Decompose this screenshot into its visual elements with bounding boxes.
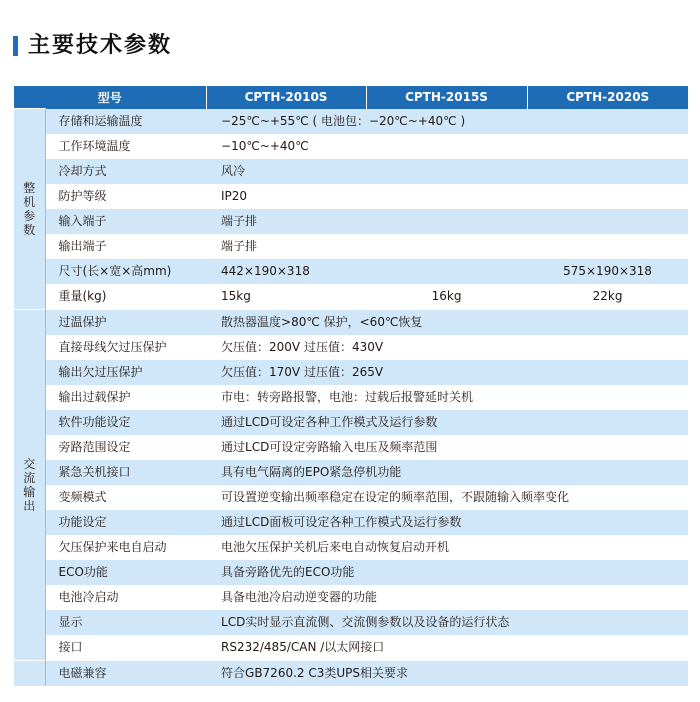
row-label: 显示 — [45, 610, 206, 635]
row-label: 接口 — [45, 635, 206, 661]
table-row — [14, 184, 688, 209]
table-row — [14, 485, 688, 510]
row-label: 输出过载保护 — [45, 385, 206, 410]
header-model-2020s: CPTH-2020S — [527, 86, 688, 109]
table-row — [14, 109, 688, 134]
row-value: 具备旁路优先的ECO功能 — [206, 560, 688, 585]
table-row — [14, 660, 688, 686]
row-label: 变频模式 — [45, 485, 206, 510]
row-value: 端子排 — [206, 209, 688, 234]
row-value: 通过LCD面板可设定各种工作模式及运行参数 — [206, 510, 688, 535]
row-value: RS232/485/CAN /以太网接口 — [206, 635, 688, 661]
row-value: −25℃~+55℃ ( 电池包：−20℃~+40℃ ) — [206, 109, 688, 134]
table-row — [14, 335, 688, 360]
row-label: 欠压保护来电自启动 — [45, 535, 206, 560]
table-row — [14, 435, 688, 460]
row-label: 过温保护 — [45, 309, 206, 335]
row-value: 通过LCD可设定旁路输入电压及频率范围 — [206, 435, 688, 460]
row-label: 旁路范围设定 — [45, 435, 206, 460]
table-row — [14, 610, 688, 635]
row-label: 存储和运输温度 — [45, 109, 206, 134]
table-row — [14, 585, 688, 610]
row-label: 紧急关机接口 — [45, 460, 206, 485]
row-label: 输入端子 — [45, 209, 206, 234]
row-label: 冷却方式 — [45, 159, 206, 184]
table-row — [14, 510, 688, 535]
row-label: 电磁兼容 — [45, 660, 206, 686]
row-value: 具备电池冷启动逆变器的功能 — [206, 585, 688, 610]
row-value: 端子排 — [206, 234, 688, 259]
table-row — [14, 209, 688, 234]
title-accent-bar — [13, 36, 18, 56]
row-value: 欠压值：170V 过压值：265V — [206, 360, 688, 385]
row-label: 工作环境温度 — [45, 134, 206, 159]
page-title: 主要技术参数 — [28, 33, 173, 58]
table-row — [14, 259, 688, 284]
table-row — [14, 385, 688, 410]
group-label-text: 整机参数 — [23, 180, 36, 237]
header-model-2015s: CPTH-2015S — [366, 86, 527, 109]
row-value: LCD实时显示直流侧、交流侧参数以及设备的运行状态 — [206, 610, 688, 635]
row-value: 市电：转旁路报警，电池：过载后报警延时关机 — [206, 385, 688, 410]
row-label: ECO功能 — [45, 560, 206, 585]
row-label: 重量(kg) — [45, 284, 206, 310]
row-label: 输出欠过压保护 — [45, 360, 206, 385]
row-value: IP20 — [206, 184, 688, 209]
row-value: 欠压值：200V 过压值：430V — [206, 335, 688, 360]
table-row — [14, 309, 688, 335]
group-label-empty — [14, 660, 45, 686]
table-row — [14, 234, 688, 259]
row-label: 输出端子 — [45, 234, 206, 259]
row-value: −10℃~+40℃ — [206, 134, 688, 159]
row-label: 电池冷启动 — [45, 585, 206, 610]
row-value: 电池欠压保护关机后来电自动恢复启动开机 — [206, 535, 688, 560]
row-value-2010-2015: 442×190×318 — [206, 259, 527, 284]
table-row — [14, 460, 688, 485]
group-label-ac-output — [14, 309, 45, 660]
table-row — [14, 410, 688, 435]
table-row — [14, 159, 688, 184]
row-value-2020: 575×190×318 — [527, 259, 688, 284]
header-model-label: 型号 — [14, 86, 206, 109]
row-value-2010: 15kg — [206, 284, 366, 310]
row-value: 可设置逆变输出频率稳定在设定的频率范围，不跟随输入频率变化 — [206, 485, 688, 510]
table-row — [14, 635, 688, 661]
table-row — [14, 134, 688, 159]
row-value: 符合GB7260.2 C3类UPS相关要求 — [206, 660, 688, 686]
row-label: 直接母线欠过压保护 — [45, 335, 206, 360]
table-header-row — [14, 86, 688, 109]
row-value: 具有电气隔离的EPO紧急停机功能 — [206, 460, 688, 485]
group-label-unit — [14, 109, 45, 310]
table-row — [14, 560, 688, 585]
row-label: 防护等级 — [45, 184, 206, 209]
row-value-2015: 16kg — [366, 284, 527, 310]
row-label: 软件功能设定 — [45, 410, 206, 435]
table-row — [14, 284, 688, 310]
row-value-2020: 22kg — [527, 284, 688, 310]
group-label-text: 交流输出 — [23, 456, 36, 513]
spec-table — [14, 86, 688, 686]
row-label: 功能设定 — [45, 510, 206, 535]
table-row — [14, 535, 688, 560]
row-value: 通过LCD可设定各种工作模式及运行参数 — [206, 410, 688, 435]
table-row — [14, 360, 688, 385]
row-value: 散热器温度>80℃ 保护，<60℃恢复 — [206, 309, 688, 335]
row-label: 尺寸(长×宽×高mm) — [45, 259, 206, 284]
row-value: 风冷 — [206, 159, 688, 184]
header-model-2010s: CPTH-2010S — [206, 86, 366, 109]
